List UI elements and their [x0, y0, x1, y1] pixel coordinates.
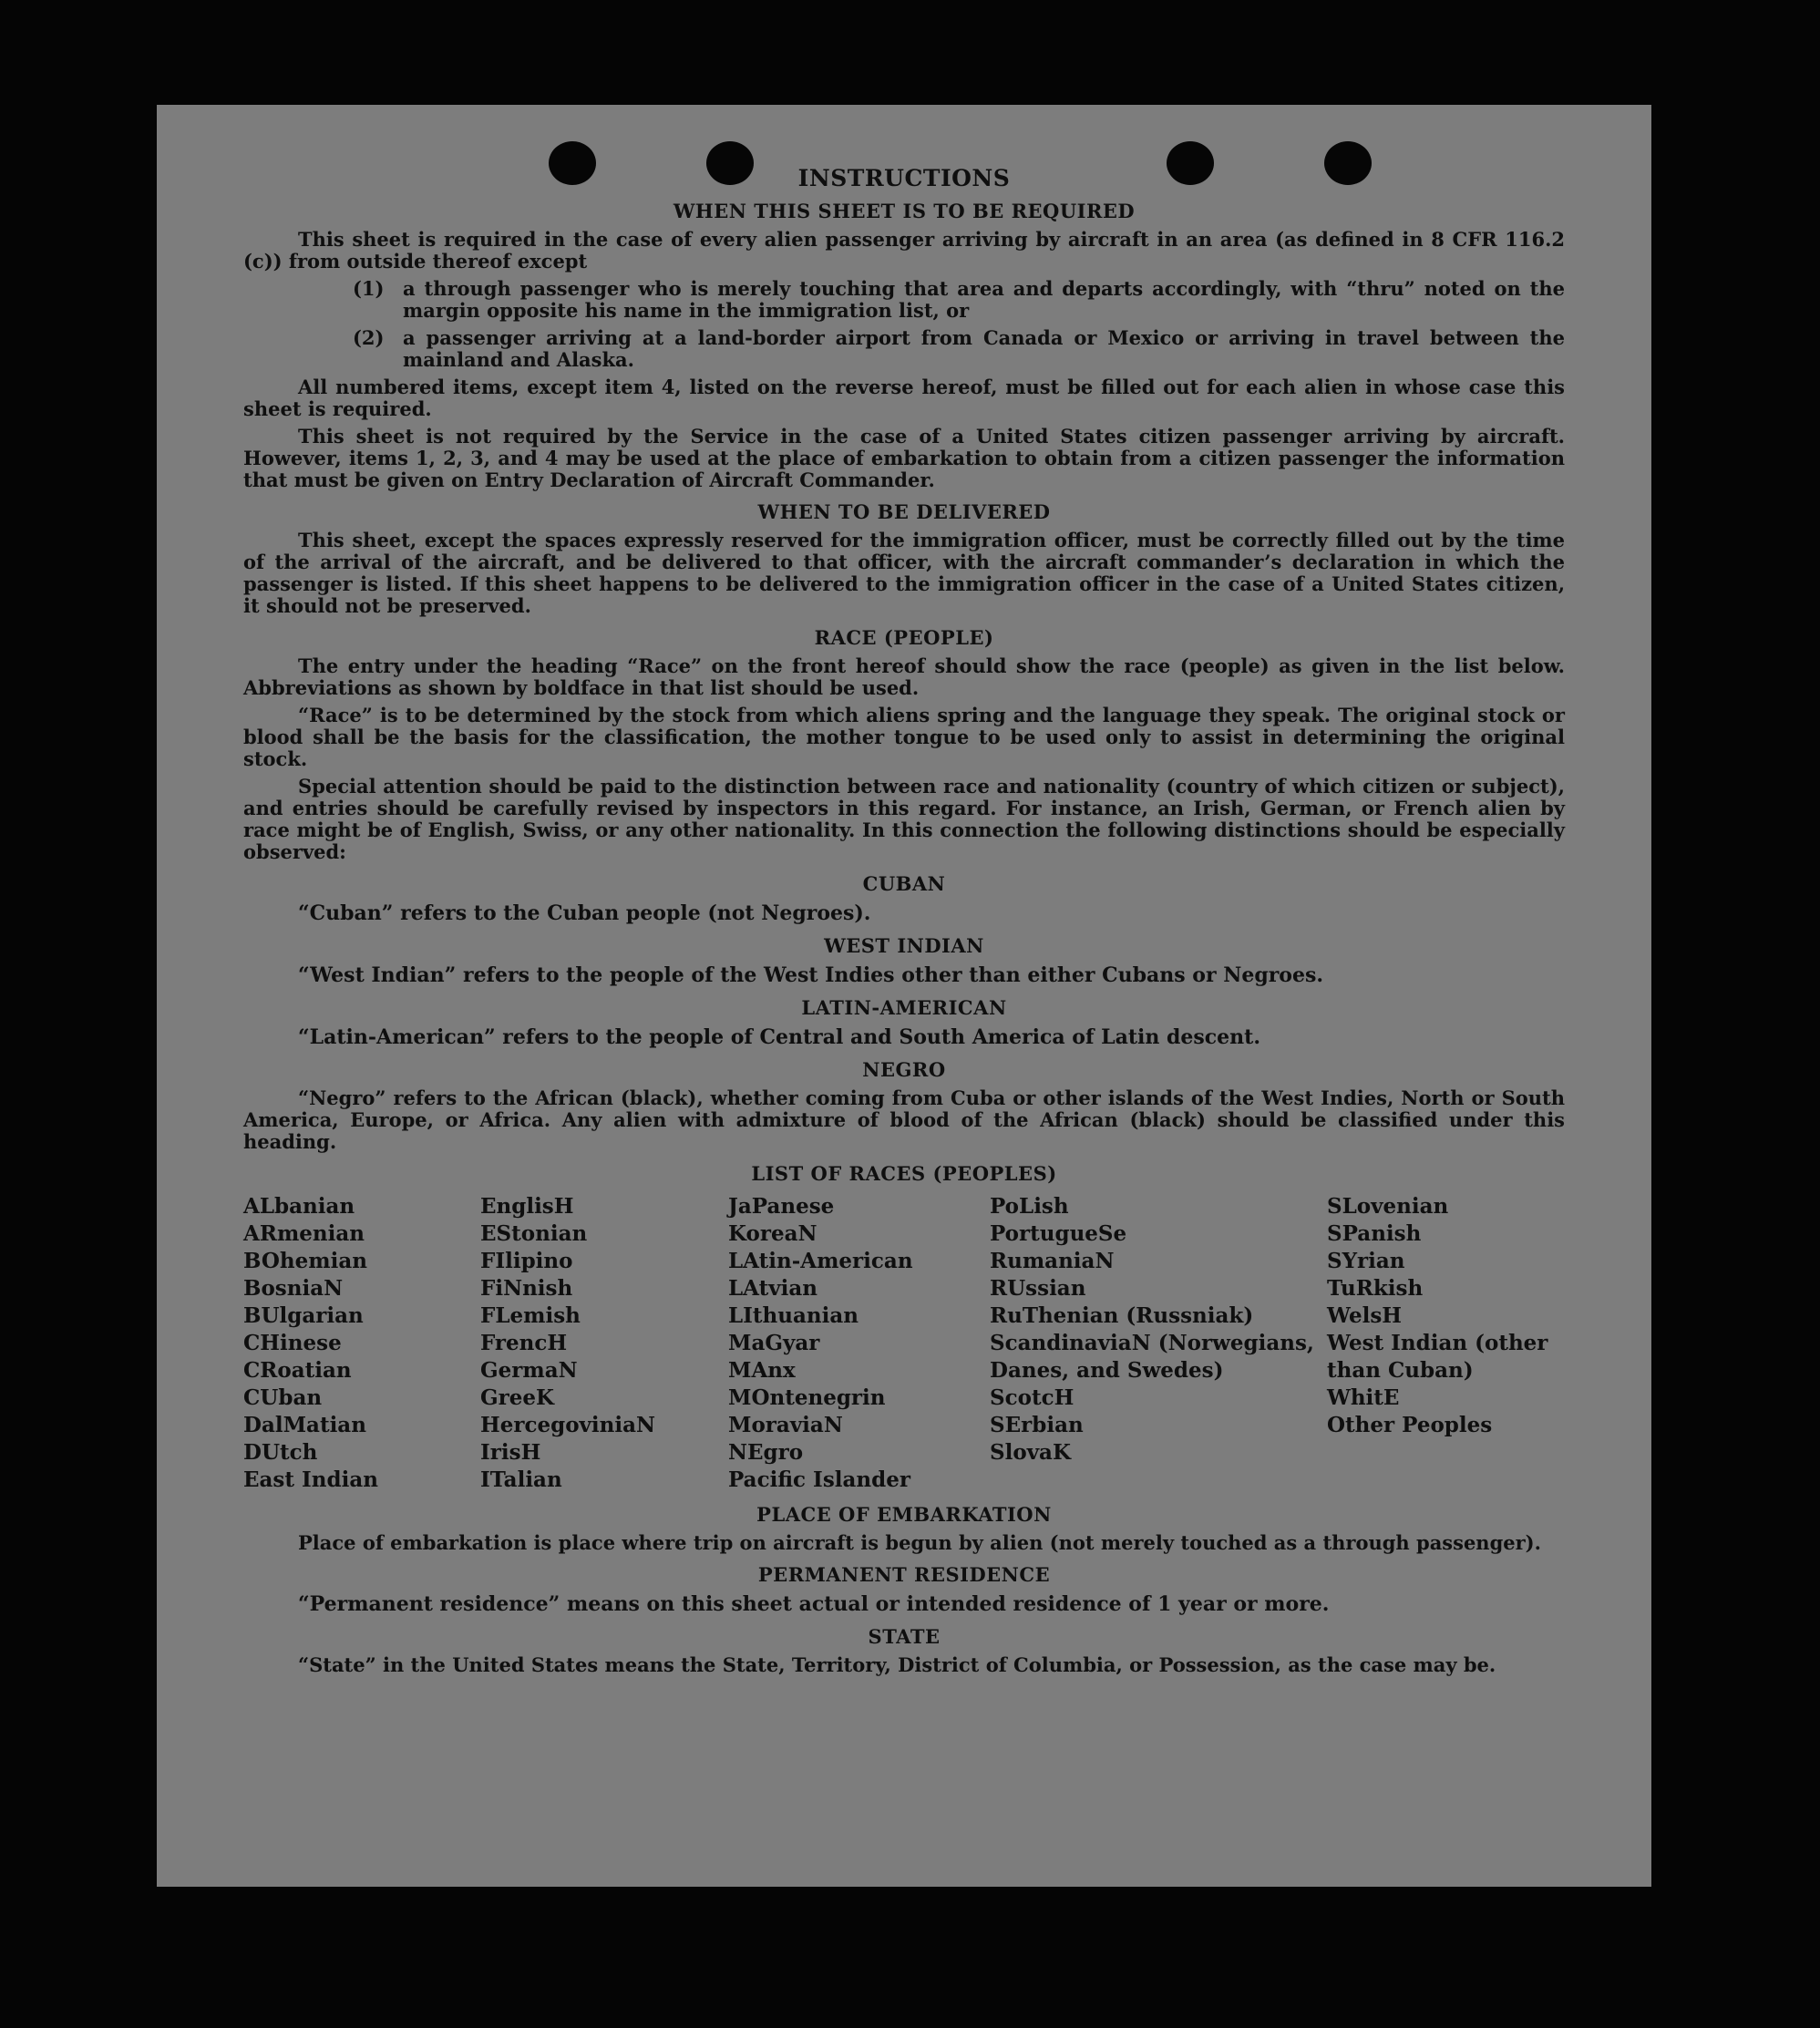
race-entry: LIthuanian	[728, 1303, 859, 1328]
cuban-definition: “Cuban” refers to the Cuban people (not Negroes).	[298, 901, 871, 925]
races-column-4	[990, 1193, 1327, 1494]
race-entry: FrencH	[480, 1331, 568, 1355]
heading-cuban: CUBAN	[862, 872, 946, 895]
race-entry: Other Peoples	[1327, 1413, 1493, 1437]
race-entry: GreeK	[480, 1385, 555, 1410]
heading-state: STATE	[868, 1625, 941, 1648]
race-paragraph-3: Special attention should be paid to the distinction between race and nationality (country of which citizen or subject), and entries should be carefully revised by inspectors in this regard. For instance, an Irish, German, or French alien by race might be of English, Swiss, or any other nationality. In this connection the following distinctions should be especially observed:	[243, 775, 1565, 863]
state-paragraph: “State” in the United States means the State, Territory, District of Columbia, or Possession, as the case may be.	[298, 1653, 1496, 1676]
race-entry: RuThenian (Russniak)	[990, 1303, 1254, 1328]
embarkation-paragraph: Place of embarkation is place where trip on aircraft is begun by alien (not merely touched as a through passenger).	[298, 1531, 1541, 1554]
title-instructions: INSTRUCTIONS	[797, 165, 1011, 191]
race-entry: BosniaN	[243, 1276, 344, 1301]
race-entry: ScotcH	[990, 1385, 1075, 1410]
race-entry: ScandinaviaN (Norwegians, Danes, and Swedes)	[990, 1331, 1314, 1383]
when-required-intro: This sheet is required in the case of every alien passenger arriving by aircraft in an area (as defined in 8 CFR 116.2 (c)) from outside thereof except	[243, 228, 1565, 273]
race-entry: FiNnish	[480, 1276, 573, 1301]
race-entry: EStonian	[480, 1221, 588, 1246]
race-entry: KoreaN	[728, 1221, 817, 1246]
citizen-paragraph: This sheet is not required by the Service in the case of a United States citizen passenger arriving by aircraft. However, items 1, 2, 3, and 4 may be used at the place of embarkation to obtain from a citizen passenger the information that must be given on Entry Declaration of Aircraft Commander.	[243, 425, 1565, 491]
race-entry: BOhemian	[243, 1249, 367, 1273]
race-entry: SPanish	[1327, 1221, 1422, 1246]
race-entry: LAtvian	[728, 1276, 817, 1301]
race-entry: DUtch	[243, 1440, 318, 1465]
race-entry: SErbian	[990, 1413, 1084, 1437]
heading-when-required: WHEN THIS SHEET IS TO BE REQUIRED	[673, 200, 1136, 222]
race-entry: Pacific Islander	[728, 1467, 910, 1492]
race-entry: MAnx	[728, 1358, 796, 1383]
races-list	[243, 1193, 1565, 1494]
race-entry: WhitE	[1327, 1385, 1400, 1410]
race-entry: MoraviaN	[728, 1413, 843, 1437]
exception-item-1	[243, 278, 1565, 322]
heading-west-indian: WEST INDIAN	[824, 934, 984, 957]
heading-list-of-races: LIST OF RACES (PEOPLES)	[751, 1162, 1057, 1185]
race-entry: MaGyar	[728, 1331, 820, 1355]
race-entry: CHinese	[243, 1331, 342, 1355]
race-entry: ITalian	[480, 1467, 562, 1492]
race-entry: EnglisH	[480, 1194, 574, 1219]
heading-place-of-embarkation: PLACE OF EMBARKATION	[756, 1503, 1052, 1526]
race-entry: HercegoviniaN	[480, 1413, 656, 1437]
race-entry: PoLish	[990, 1194, 1069, 1219]
west-indian-definition: “West Indian” refers to the people of the West Indies other than either Cubans or Negroes.	[298, 963, 1324, 987]
race-entry: FIlipino	[480, 1249, 573, 1273]
heading-latin-american: LATIN-AMERICAN	[801, 996, 1007, 1019]
race-entry: FLemish	[480, 1303, 581, 1328]
race-entry: East Indian	[243, 1467, 378, 1492]
race-entry: DalMatian	[243, 1413, 366, 1437]
race-paragraph-2: “Race” is to be determined by the stock from which aliens spring and the language they speak. The original stock or blood shall be the basis for the classification, the mother tongue to be used only to assist in determining the original stock.	[243, 704, 1565, 770]
race-paragraph-1: The entry under the heading “Race” on the front hereof should show the race (people) as given in the list below. Abbreviations as shown by boldface in that list should be used.	[243, 654, 1565, 699]
when-delivered-paragraph: This sheet, except the spaces expressly reserved for the immigration officer, must be correctly filled out by the time of the arrival of the aircraft, and be delivered to that officer, with the aircraft commander’s declaration in which the passenger is listed. If this sheet happens to be delivered to the immigration officer in the case of a United States citizen, it should not be preserved.	[243, 529, 1565, 617]
race-entry: BUlgarian	[243, 1303, 364, 1328]
races-column-3	[728, 1193, 990, 1494]
race-entry: TuRkish	[1327, 1276, 1424, 1301]
exception-item-2	[243, 327, 1565, 371]
races-column-5	[1327, 1193, 1564, 1494]
race-entry: MOntenegrin	[728, 1385, 886, 1410]
race-entry: SlovaK	[990, 1440, 1071, 1465]
item-number: (2)	[353, 326, 385, 349]
race-entry: CUban	[243, 1385, 323, 1410]
latin-american-definition: “Latin-American” refers to the people of Central and South America of Latin descent.	[298, 1025, 1260, 1049]
item-text: a passenger arriving at a land-border airport from Canada or Mexico or arriving in travel between the mainland and Alaska.	[403, 326, 1565, 371]
heading-race: RACE (PEOPLE)	[814, 626, 994, 649]
race-entry: LAtin-American	[728, 1249, 913, 1273]
race-entry: SLovenian	[1327, 1194, 1449, 1219]
race-entry: CRoatian	[243, 1358, 352, 1383]
residence-paragraph: “Permanent residence” means on this sheet actual or intended residence of 1 year or more.	[298, 1592, 1330, 1616]
race-entry: GermaN	[480, 1358, 578, 1383]
heading-when-delivered: WHEN TO BE DELIVERED	[757, 500, 1051, 523]
races-column-1	[243, 1193, 480, 1494]
numbered-items-paragraph: All numbered items, except item 4, listed on the reverse hereof, must be filled out for each alien in whose case this sheet is required.	[243, 376, 1565, 420]
race-entry: West Indian (other than Cuban)	[1327, 1331, 1548, 1383]
instruction-sheet	[157, 105, 1651, 1887]
race-entry: SYrian	[1327, 1249, 1405, 1273]
race-entry: ARmenian	[243, 1221, 365, 1246]
race-entry: JaPanese	[728, 1194, 835, 1219]
heading-negro: NEGRO	[862, 1058, 946, 1081]
sheet-content	[243, 167, 1565, 1682]
race-entry: NEgro	[728, 1440, 804, 1465]
item-text: a through passenger who is merely touching that area and departs accordingly, with “thru” noted on the margin opposite his name in the immigration list, or	[403, 277, 1565, 322]
race-entry: RUssian	[990, 1276, 1086, 1301]
negro-definition: “Negro” refers to the African (black), whether coming from Cuba or other islands of the West Indies, North or South America, Europe, or Africa. Any alien with admixture of blood of the African (black) should be classified under this heading.	[243, 1086, 1565, 1153]
race-entry: PortugueSe	[990, 1221, 1127, 1246]
races-column-2	[480, 1193, 728, 1494]
race-entry: ALbanian	[243, 1194, 355, 1219]
race-entry: RumaniaN	[990, 1249, 1115, 1273]
heading-permanent-residence: PERMANENT RESIDENCE	[757, 1563, 1051, 1586]
race-entry: IrisH	[480, 1440, 541, 1465]
race-entry: WelsH	[1327, 1303, 1403, 1328]
item-number: (1)	[353, 277, 385, 300]
